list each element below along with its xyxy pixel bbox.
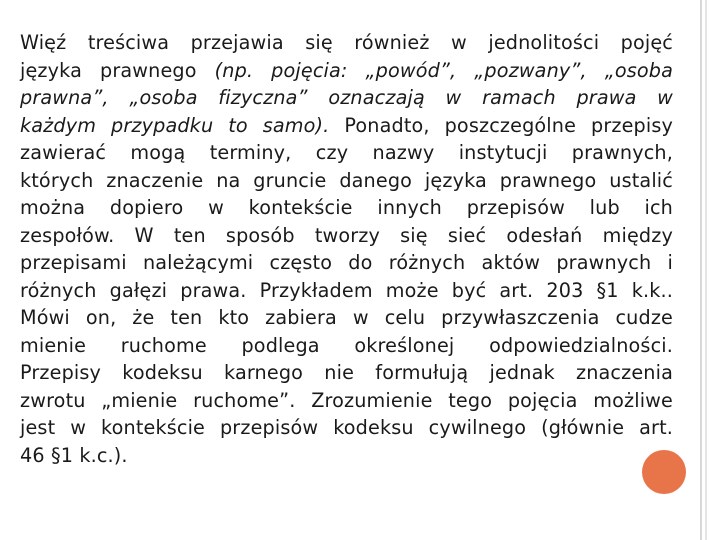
text-line-8: zespołów. W ten sposób tworzy się sieć odesłań między bbox=[20, 223, 673, 247]
slide-border-line-outer bbox=[705, 0, 707, 540]
text-line-7: można dopiero w kontekście innych przepisów lub ich bbox=[20, 196, 673, 219]
italic-example-text: każdym przypadku to samo). bbox=[20, 113, 330, 137]
italic-example-text: prawna”, „osoba fizyczna” oznaczają w ramach prawa w bbox=[20, 86, 673, 109]
text-line-3 bbox=[20, 84, 673, 112]
slide-body-text bbox=[20, 29, 673, 469]
accent-circle bbox=[642, 450, 686, 494]
slide-border-line bbox=[700, 0, 702, 540]
text-line-16: 46 §1 k.c.). bbox=[20, 443, 128, 467]
text-line-12: mienie ruchome podlega określonej odpowiedzialności. bbox=[20, 333, 673, 357]
text-line-13: Przepisy kodeksu karnego nie formułują jednak znaczenia bbox=[20, 361, 673, 384]
italic-example-text: (np. pojęcia: „powód”, „pozwany”, „osoba bbox=[214, 58, 673, 82]
text-line-9: przepisami należącymi często do różnych aktów prawnych i bbox=[20, 251, 673, 274]
text-line-10: różnych gałęzi prawa. Przykładem może być art. 203 §1 k.k.. bbox=[20, 278, 673, 302]
text-line-2: języka prawnego (np. pojęcia: „powód”, „pozwany”, „osoba bbox=[20, 58, 673, 82]
text-line-5: zawierać mogą terminy, czy nazwy instytucji prawnych, bbox=[20, 141, 673, 164]
text-line-1: Więź treściwa przejawia się również w jednolitości pojęć bbox=[20, 31, 673, 54]
text-line-4: każdym przypadku to samo). Ponadto, poszczególne przepisy bbox=[20, 113, 673, 137]
text-line-6: których znaczenie na gruncie danego języka prawnego ustalić bbox=[20, 168, 673, 192]
text-line-15: jest w kontekście przepisów kodeksu cywilnego (głównie art. bbox=[20, 416, 673, 439]
text-line-14: zwrotu „mienie ruchome”. Zrozumienie tego pojęcia możliwe bbox=[20, 388, 673, 412]
text-line-11: Mówi on, że ten kto zabiera w celu przywłaszczenia cudze bbox=[20, 306, 673, 329]
